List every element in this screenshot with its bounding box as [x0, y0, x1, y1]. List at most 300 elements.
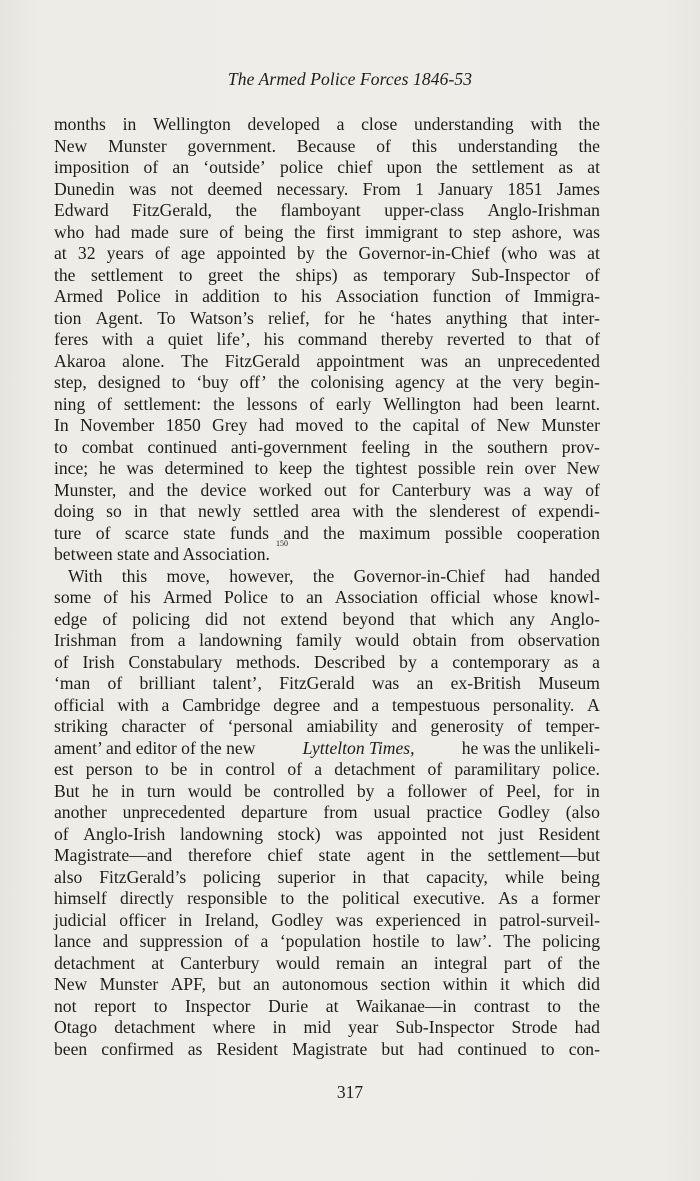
- word: contemporary: [452, 651, 550, 672]
- word: (also: [565, 802, 600, 822]
- word: autonomous: [282, 974, 369, 994]
- word: in: [473, 909, 487, 930]
- word: in: [272, 1017, 287, 1037]
- word: Resident: [538, 823, 600, 844]
- word: a: [430, 651, 439, 672]
- word: Anglo-: [550, 608, 600, 629]
- text-line: [54, 200, 600, 222]
- word: landowning: [199, 630, 283, 650]
- text-line: [54, 394, 600, 416]
- word: anything: [445, 307, 508, 328]
- word: unprecedented: [122, 802, 226, 822]
- word: to: [171, 372, 186, 392]
- word: from: [323, 802, 358, 822]
- word: while: [504, 866, 544, 887]
- word: however,: [229, 565, 294, 586]
- word: in: [174, 286, 189, 306]
- word: of: [585, 329, 600, 349]
- word: in: [352, 866, 366, 887]
- word: newly: [198, 501, 241, 521]
- word: that: [382, 866, 410, 887]
- word: of: [102, 608, 118, 629]
- word: which: [451, 608, 495, 629]
- word: usual: [373, 802, 411, 822]
- word: agency: [395, 372, 445, 392]
- word: who: [54, 221, 85, 242]
- body-text: [54, 114, 600, 1060]
- word: from: [470, 630, 505, 650]
- word: The: [181, 350, 209, 371]
- word: was: [572, 221, 600, 242]
- word: (who: [501, 243, 538, 263]
- word: an: [306, 587, 323, 607]
- word: of: [287, 759, 303, 779]
- word: turn: [146, 780, 176, 801]
- word: detachment: [334, 759, 416, 779]
- word: would: [187, 780, 232, 801]
- word: former: [552, 888, 600, 908]
- word: ture: [54, 522, 82, 543]
- word: Museum: [538, 673, 600, 693]
- word: APF,: [170, 974, 206, 994]
- word: settled: [253, 501, 299, 521]
- word: step,: [54, 372, 87, 392]
- text-line: [54, 351, 600, 373]
- text-line: [54, 566, 600, 588]
- word: year: [348, 1017, 379, 1037]
- word: in: [424, 436, 438, 457]
- text-line: [54, 781, 600, 803]
- word: chief: [267, 845, 303, 865]
- word: suppression: [139, 931, 223, 951]
- text-line: [54, 888, 600, 910]
- word: Ireland,: [204, 909, 259, 930]
- text-line: [54, 609, 600, 631]
- word: a: [371, 694, 380, 715]
- page-number: 317: [336, 1082, 364, 1102]
- word: a: [523, 479, 532, 500]
- word: Police: [116, 286, 161, 306]
- word: capital: [412, 415, 460, 435]
- word: over: [524, 458, 556, 478]
- word: cooperation: [516, 522, 600, 543]
- word: appointed: [216, 243, 286, 263]
- word: his: [130, 587, 151, 607]
- word: Armed: [162, 587, 212, 607]
- word: not: [242, 608, 266, 629]
- word: for: [553, 780, 574, 801]
- word: the: [436, 157, 458, 177]
- text-line: [54, 630, 600, 652]
- word: Magistrate: [292, 1038, 368, 1059]
- word: of: [547, 952, 563, 973]
- word: person: [85, 759, 133, 779]
- word: was: [420, 350, 449, 371]
- word: not: [170, 178, 194, 199]
- word: Resident: [216, 1038, 278, 1059]
- word: of: [143, 157, 159, 177]
- text-line-segment: he was the unlikeli-: [461, 737, 600, 758]
- word: edge: [54, 608, 88, 629]
- word: command: [297, 329, 368, 349]
- word: degree: [273, 694, 321, 715]
- word: ships): [295, 264, 338, 285]
- word: was: [548, 243, 576, 263]
- word: had: [504, 565, 530, 586]
- word: feeling: [361, 436, 411, 457]
- word: temporary: [383, 264, 456, 285]
- text-line: [54, 996, 600, 1018]
- word: the: [277, 372, 300, 392]
- word: upon: [386, 157, 422, 177]
- word: whose: [492, 587, 538, 607]
- word: Irishman: [54, 630, 117, 650]
- word: but: [218, 974, 241, 994]
- word: area: [311, 501, 341, 521]
- text-line: [54, 716, 600, 738]
- word: within: [442, 974, 488, 994]
- word: the: [479, 372, 502, 392]
- word: follower: [407, 780, 467, 801]
- word: temper-: [545, 716, 600, 736]
- text-line: [54, 501, 600, 523]
- word: to: [547, 995, 561, 1016]
- word: the: [578, 135, 600, 156]
- word: the: [312, 565, 335, 586]
- word: Described: [314, 651, 386, 672]
- word: obtain: [412, 630, 457, 650]
- word: colonising: [310, 372, 384, 392]
- text-line: [54, 587, 600, 609]
- word: beyond: [342, 608, 395, 629]
- word: Anglo-Irishman: [487, 200, 600, 220]
- word: rein: [486, 458, 514, 478]
- word: in: [133, 501, 148, 521]
- word: by: [297, 243, 315, 263]
- word: Sub-Inspector: [471, 264, 570, 285]
- word: of: [585, 479, 600, 500]
- word: striking: [54, 716, 108, 736]
- word: Munster,: [54, 479, 117, 500]
- word: alone.: [122, 350, 165, 371]
- word: settlement: [90, 264, 164, 285]
- word: Watson’s: [189, 307, 254, 328]
- word: keep: [279, 458, 313, 478]
- word: FitzGerald: [224, 350, 300, 371]
- word: the: [578, 995, 600, 1016]
- word: officer: [119, 909, 166, 930]
- text-line: [54, 673, 600, 695]
- word: function: [432, 286, 492, 306]
- word: not: [461, 823, 484, 844]
- word: experienced: [375, 909, 461, 930]
- newspaper-title: Lyttelton Times,: [302, 737, 415, 758]
- word: developed: [247, 114, 320, 134]
- word: of: [427, 759, 443, 779]
- word: had: [472, 393, 499, 414]
- word: est: [54, 759, 74, 779]
- text-line-with-title: [54, 738, 600, 760]
- word: ‘buy: [196, 372, 229, 392]
- word: of: [470, 415, 486, 435]
- text-line: [54, 1039, 600, 1061]
- word: of: [54, 823, 69, 844]
- footnote-reference[interactable]: 150: [275, 539, 288, 548]
- word: would: [355, 630, 400, 650]
- word: life’,: [216, 329, 251, 349]
- word: to: [54, 436, 68, 457]
- word: at: [587, 243, 600, 263]
- word: 1851: [507, 178, 543, 199]
- word: the: [395, 501, 418, 521]
- running-head: The Armed Police Forces 1846-53: [227, 69, 473, 89]
- word: continued: [457, 1038, 527, 1059]
- word: November: [80, 415, 155, 435]
- word: section: [380, 974, 431, 994]
- word: Grey: [212, 415, 248, 435]
- text-line: [54, 136, 600, 158]
- word: to: [518, 329, 532, 349]
- word: also: [54, 866, 83, 887]
- word: ex-British: [450, 673, 521, 693]
- word: of: [376, 135, 391, 156]
- word: of: [97, 393, 112, 414]
- word: directly: [120, 888, 174, 908]
- word: settlement:: [123, 393, 202, 414]
- word: greet: [207, 264, 244, 285]
- word: combat: [81, 436, 134, 457]
- word: this: [411, 135, 438, 156]
- word: therefore: [188, 845, 252, 865]
- word: Association: [334, 587, 418, 607]
- word: he: [358, 307, 376, 328]
- word: a: [531, 888, 539, 908]
- word: a: [161, 694, 170, 715]
- text-line: [54, 222, 600, 244]
- word: the: [323, 458, 345, 478]
- word: at: [54, 243, 67, 263]
- word: Wellington: [153, 114, 231, 134]
- paragraph-1: [54, 114, 600, 566]
- word: off’: [239, 372, 267, 392]
- word: superior: [277, 866, 336, 887]
- word: the: [166, 479, 189, 500]
- word: family: [295, 630, 342, 650]
- text-line: [54, 243, 600, 265]
- word: sure: [179, 221, 209, 242]
- word: feres: [54, 329, 89, 349]
- word: Because: [296, 135, 356, 156]
- word: as: [563, 651, 579, 672]
- word: controlled: [273, 780, 345, 801]
- word: character: [121, 716, 186, 736]
- word: device: [200, 479, 247, 500]
- word: tightest: [355, 458, 408, 478]
- word: ‘outside’: [203, 157, 266, 177]
- word: ‘man: [54, 673, 91, 693]
- word: age: [180, 243, 206, 263]
- word: ‘hates: [389, 307, 432, 328]
- text-line: [54, 910, 600, 932]
- word: January: [438, 178, 493, 199]
- word: begin-: [554, 372, 600, 392]
- word: quiet: [167, 329, 204, 349]
- word: confirmed: [101, 1038, 174, 1059]
- text-line: [54, 114, 600, 136]
- word: official: [54, 694, 105, 715]
- word: policing: [132, 608, 190, 629]
- word: an: [253, 974, 270, 994]
- word: A: [587, 694, 600, 715]
- word: not: [54, 995, 77, 1016]
- word: in: [420, 845, 435, 865]
- word: practice: [426, 802, 483, 822]
- word: generosity: [430, 716, 504, 736]
- word: thereby: [380, 329, 434, 349]
- word: immigrant: [364, 221, 439, 242]
- word: to: [280, 888, 295, 908]
- word: learnt.: [555, 393, 600, 414]
- word: a: [177, 630, 186, 650]
- word: 1: [415, 178, 424, 199]
- word: with: [117, 694, 149, 715]
- word: appointed: [377, 823, 447, 844]
- word: Otago: [54, 1017, 97, 1037]
- word: the: [451, 436, 474, 457]
- word: was: [128, 178, 157, 199]
- word: Constabulary: [128, 651, 223, 672]
- word: New: [54, 135, 88, 156]
- word: the: [235, 200, 257, 220]
- word: political: [342, 888, 400, 908]
- word: Wellington: [383, 393, 461, 414]
- word: FitzGerald’s: [99, 866, 187, 887]
- word: a: [386, 780, 395, 801]
- word: that: [409, 608, 437, 629]
- word: Governor-in-Chief: [353, 565, 486, 586]
- word: scarce: [124, 522, 169, 543]
- word: that: [159, 501, 186, 521]
- word: possible: [444, 522, 503, 543]
- word: imposition: [54, 157, 130, 177]
- word: did: [577, 974, 600, 994]
- word: FitzGerald,: [132, 200, 212, 220]
- text-line: [54, 480, 600, 502]
- word: move,: [166, 565, 210, 586]
- word: months: [54, 114, 106, 134]
- word: to: [153, 995, 168, 1016]
- word: anti-government: [230, 436, 348, 457]
- text-line: [54, 845, 600, 867]
- text-line: [54, 652, 600, 674]
- word: Anglo-Irish: [83, 823, 166, 844]
- word: Munster: [99, 974, 159, 994]
- word: and: [102, 931, 129, 951]
- word: Edward: [54, 200, 109, 220]
- word: Association: [335, 286, 419, 306]
- word: be: [244, 780, 261, 801]
- text-line: [54, 867, 600, 889]
- word: tion: [54, 307, 82, 328]
- word: Irish: [82, 651, 115, 672]
- text-line: [54, 437, 600, 459]
- text-line-segment: ament’ and editor of the new: [54, 737, 256, 758]
- word: to: [178, 264, 193, 285]
- word: Governor-in-Chief: [358, 243, 491, 263]
- word: the: [323, 522, 345, 543]
- text-line: [54, 372, 600, 394]
- word: was: [335, 823, 363, 844]
- word: of: [234, 931, 249, 951]
- text-line: [54, 931, 600, 953]
- word: a: [592, 651, 600, 672]
- word: it: [499, 974, 510, 994]
- word: settlement—but: [487, 845, 600, 865]
- word: lessons: [246, 393, 298, 414]
- word: determined: [164, 458, 244, 478]
- word: at: [151, 952, 165, 973]
- word: departure: [241, 802, 308, 822]
- word: to: [280, 587, 294, 607]
- word: Sub-Inspector: [395, 1017, 495, 1037]
- word: executive.: [413, 888, 485, 908]
- word: in: [120, 780, 135, 801]
- word: agent: [366, 845, 405, 865]
- word: New: [496, 415, 530, 435]
- text-line-final: [54, 539, 600, 566]
- word: maximum: [359, 522, 431, 543]
- word: he: [99, 458, 116, 478]
- word: step: [472, 221, 502, 242]
- word: control: [225, 759, 276, 779]
- word: government.: [187, 135, 276, 156]
- word: at: [456, 372, 469, 392]
- word: by: [399, 651, 417, 672]
- word: been: [54, 1038, 88, 1059]
- word: had: [574, 1017, 600, 1037]
- text-line: [54, 308, 600, 330]
- word: this: [121, 565, 148, 586]
- word: talent’,: [212, 673, 262, 693]
- word: appointment: [316, 350, 405, 371]
- word: Strode: [511, 1017, 558, 1037]
- word: remain: [335, 952, 385, 973]
- word: unprecedented: [497, 350, 600, 371]
- word: of: [154, 243, 170, 263]
- word: amiability: [306, 716, 378, 736]
- word: 1850: [165, 415, 201, 435]
- word: Magistrate—and: [54, 845, 173, 865]
- word: Waikanae—in: [356, 995, 457, 1016]
- word: con-: [568, 1038, 600, 1059]
- word: policing: [542, 931, 600, 951]
- word: of: [95, 522, 111, 543]
- word: ashore,: [511, 221, 563, 242]
- word: of: [219, 221, 234, 242]
- word: was: [335, 909, 364, 930]
- word: close: [361, 114, 398, 134]
- word: to: [354, 415, 369, 435]
- word: with: [352, 501, 384, 521]
- word: the: [578, 952, 600, 973]
- word: and: [283, 522, 309, 543]
- word: had: [417, 1038, 444, 1059]
- word: himself: [54, 888, 107, 908]
- word: In: [54, 415, 69, 435]
- word: had: [94, 221, 121, 242]
- word: possible: [417, 458, 476, 478]
- word: lance: [54, 931, 92, 951]
